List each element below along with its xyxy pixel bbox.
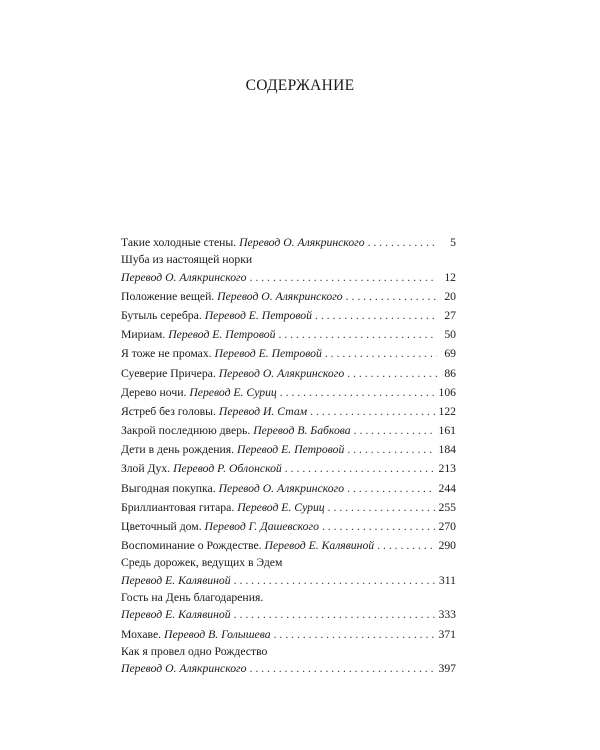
dot-leader <box>278 325 437 344</box>
toc-entry-page-number: 213 <box>438 462 456 476</box>
toc-entry <box>121 644 456 679</box>
toc-entry <box>121 287 456 306</box>
toc-entry <box>121 479 456 498</box>
dot-leader <box>310 402 435 421</box>
toc-entry-title: Шуба из настоящей норки <box>121 253 253 267</box>
toc-entry-translator: Перевод Г. Дашевского <box>204 520 319 534</box>
toc-entry-page-number: 333 <box>438 608 456 622</box>
toc-entry <box>121 344 456 363</box>
toc-entry-translator: Перевод О. Алякринского <box>239 236 365 249</box>
dot-leader <box>322 517 436 536</box>
toc-entry-page-number: 69 <box>444 347 456 361</box>
toc-entry-title: Цветочный дом. <box>121 520 202 534</box>
toc-entry-translator: Перевод Е. Калявиной <box>121 573 231 587</box>
toc-entry-translator: Перевод Е. Суриц <box>237 500 325 514</box>
toc-entry-translator: Перевод Е. Петровой <box>168 328 276 342</box>
toc-entry-page-number: 270 <box>438 520 456 534</box>
toc-entry-title: Закрой последнюю дверь. <box>121 424 251 438</box>
toc-entry-title: Выгодная покупка. <box>121 481 216 495</box>
toc-entry-page-number: 20 <box>444 289 456 303</box>
toc-entry <box>121 421 456 440</box>
toc-entry-title: Такие холодные стены. <box>121 236 237 249</box>
toc-entry <box>121 590 456 625</box>
toc-entry-translator: Перевод О. Алякринского <box>121 662 247 676</box>
toc-entry-translator: Перевод Е. Петровой <box>237 443 345 457</box>
toc-entry-translator: Перевод Е. Петровой <box>214 347 322 361</box>
dot-leader <box>328 498 436 517</box>
toc-entry-translator: Перевод О. Алякринского <box>217 289 343 303</box>
dot-leader <box>347 364 437 383</box>
toc-entry-title: Гость на День благодарения. <box>121 590 264 604</box>
toc-entry-page-number: 290 <box>438 539 456 553</box>
toc-entry <box>121 625 456 644</box>
toc-entry-translator: Перевод Е. Суриц <box>189 385 277 399</box>
dot-leader <box>249 268 437 287</box>
toc-entry-page-number: 255 <box>438 500 456 514</box>
toc-entry-translator: Перевод О. Алякринского <box>121 270 247 284</box>
toc-entry-title: Мохаве. <box>121 627 162 641</box>
toc-entry-translator: Перевод Е. Петровой <box>204 308 312 322</box>
toc-entry <box>121 555 456 590</box>
page-title: СОДЕРЖАНИЕ <box>245 77 355 94</box>
dot-leader <box>249 659 435 678</box>
dot-leader <box>280 383 436 402</box>
toc-entry <box>121 402 456 421</box>
toc-entry-translator: Перевод О. Алякринского <box>218 481 345 495</box>
toc-entry-title: Воспоминание о Рождестве. <box>121 539 262 553</box>
dot-leader <box>347 479 435 498</box>
dot-leader <box>285 459 436 478</box>
toc-entry <box>121 459 456 478</box>
toc-entry-translator: Перевод Р. Облонской <box>173 462 282 476</box>
toc-entry-page-number: 12 <box>444 270 456 284</box>
toc-entry-page-number: 161 <box>438 424 456 438</box>
toc-entry-page-number: 397 <box>438 662 456 676</box>
toc-entry <box>121 364 456 383</box>
toc-entry-translator: Перевод О. Алякринского <box>218 366 345 380</box>
toc-entry-page-number: 50 <box>444 328 456 342</box>
toc-entry <box>121 233 456 252</box>
toc-entry <box>121 325 456 344</box>
dot-leader <box>234 571 436 590</box>
toc-entry-translator: Перевод Е. Калявиной <box>264 539 375 553</box>
toc-entry-title: Злой Дух. <box>121 462 171 476</box>
toc-entry-title: Суеверие Причера. <box>121 366 216 380</box>
toc-entry-page-number: 244 <box>438 481 456 495</box>
toc-entry <box>121 440 456 459</box>
dot-leader <box>346 287 437 306</box>
dot-leader <box>234 605 436 624</box>
toc-entry-page-number: 184 <box>438 443 456 457</box>
toc-entry-title: Средь дорожек, ведущих в Эдем <box>121 556 283 570</box>
dot-leader <box>325 344 437 363</box>
dot-leader <box>274 625 436 644</box>
toc-entry <box>121 517 456 536</box>
toc-entry-title: Дети в день рождения. <box>121 443 235 457</box>
toc-entry-page-number: 311 <box>438 573 456 587</box>
toc-entry-translator: Перевод В. Голышева <box>164 627 271 641</box>
table-of-contents <box>121 233 456 678</box>
toc-entry-page-number: 106 <box>438 385 456 399</box>
toc-entry-translator: Перевод И. Стам <box>218 404 308 418</box>
toc-entry <box>121 252 456 287</box>
toc-entry-title: Дерево ночи. <box>121 385 187 399</box>
toc-entry-title: Бутыль серебра. <box>121 308 202 322</box>
toc-entry-title: Мириам. <box>121 328 166 342</box>
toc-entry-title: Ястреб без головы. <box>121 404 216 418</box>
toc-entry <box>121 498 456 517</box>
dot-leader <box>368 233 437 252</box>
toc-entry-page-number: 371 <box>438 627 456 641</box>
toc-entry-page-number: 86 <box>444 366 456 380</box>
dot-leader <box>315 306 437 325</box>
toc-entry-page-number: 122 <box>438 404 456 418</box>
toc-entry-title: Я тоже не промах. <box>121 347 212 361</box>
toc-entry-translator: Перевод В. Бабкова <box>253 424 351 438</box>
toc-entry-title: Как я провел одно Рождество <box>121 644 268 658</box>
toc-entry-title: Положение вещей. <box>121 289 215 303</box>
toc-entry-page-number: 27 <box>444 308 456 322</box>
toc-entry-page-number: 5 <box>450 236 456 249</box>
toc-entry-title: Бриллиантовая гитара. <box>121 500 235 514</box>
dot-leader <box>377 536 435 555</box>
dot-leader <box>347 440 435 459</box>
toc-entry-translator: Перевод Е. Калявиной <box>121 608 231 622</box>
toc-entry <box>121 536 456 555</box>
toc-entry <box>121 383 456 402</box>
toc-entry <box>121 306 456 325</box>
dot-leader <box>354 421 436 440</box>
